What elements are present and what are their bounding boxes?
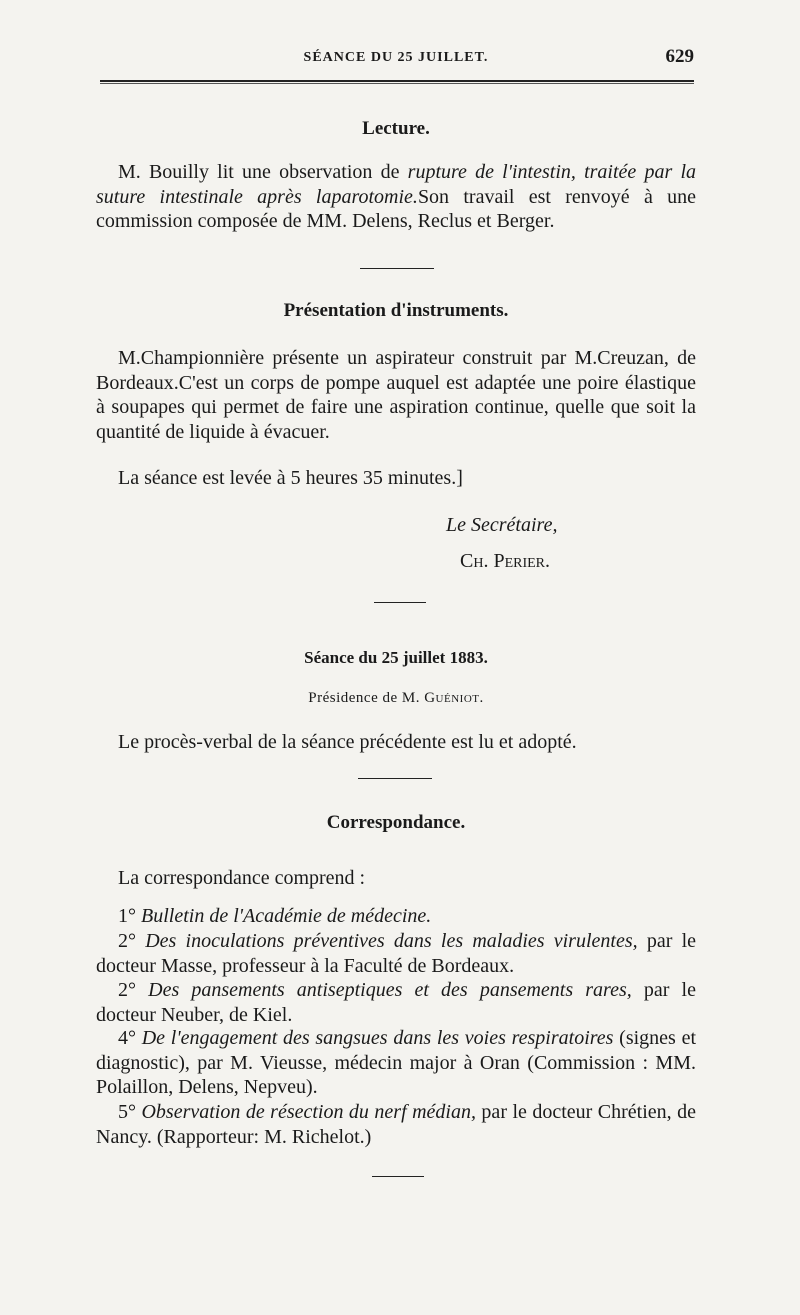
list-item (96, 929, 696, 978)
lecture-text-a: M. Bouilly lit une observation de (118, 161, 408, 183)
page-number: 629 (665, 46, 694, 67)
item-rest: (signes et diagnostic), par M. Vieusse, médecin major à Oran (Commission : MM. Polaillon, Delens, Nepveu). (96, 1027, 697, 1098)
separator-1 (360, 268, 434, 269)
separator-2 (374, 602, 426, 603)
paragraph-proces-verbal: Le procès-verbal de la séance précédente est lu et adopté. (118, 731, 577, 753)
paragraph-lecture (96, 160, 696, 234)
header-rule (100, 80, 694, 84)
signature-role: Le Secrétaire, (446, 514, 558, 536)
item-title: Des inoculations préventives dans les maladies virulentes, (145, 930, 638, 952)
presidence-line (96, 690, 696, 707)
item-title: Observation de résection du nerf médian, (141, 1101, 476, 1123)
item-rest: par le docteur Neuber, de Kiel. (96, 979, 696, 1026)
item-number: 1° (118, 905, 141, 927)
item-title: Bulletin de l'Académie de médecine. (141, 905, 432, 927)
item-number: 2° (118, 979, 149, 1001)
seance-title: Séance du 25 juillet 1883. (304, 648, 488, 667)
item-number: 2° (118, 930, 146, 952)
heading-correspondance: Correspondance. (326, 812, 466, 833)
item-rest: par le docteur Masse, professeur à la Faculté de Bordeaux. (96, 930, 696, 977)
list-item (96, 904, 696, 929)
item-number: 5° (118, 1101, 142, 1123)
president-name: Guéniot. (424, 690, 484, 706)
list-item (96, 978, 696, 1027)
item-title: Des pansements antiseptiques et des pansements rares, (148, 979, 632, 1001)
separator-3 (358, 778, 432, 779)
lecture-text-italic: rupture de l'intestin, traitée par la suture intestinale après laparotomie. (96, 161, 696, 208)
running-head-title: SÉANCE DU 25 JUILLET. (303, 50, 489, 65)
paragraph-seance-levee: La séance est levée à 5 heures 35 minutes.] (118, 467, 463, 489)
item-title: De l'engagement des sangsues dans les voies respiratoires (141, 1027, 614, 1049)
correspondance-intro: La correspondance comprend : (118, 867, 366, 889)
list-item (96, 1100, 696, 1149)
paragraph-instruments: M.Championnière présente un aspirateur construit par M.Creuzan, de Bordeaux.C'est un corps de pompe auquel est adaptée une poire élastique à soupapes qui permet de faire une aspiration continue, quelle que soit la quantité de liquide à évacuer. (96, 347, 696, 443)
separator-4 (372, 1176, 424, 1177)
signature-name: Ch. Perier. (460, 550, 551, 572)
item-rest: par le docteur Chrétien, de Nancy. (Rapporteur: M. Richelot.) (96, 1101, 696, 1148)
presidence-label: Présidence de M. (308, 690, 425, 706)
running-head (96, 44, 696, 74)
lecture-text-b: Son travail est renvoyé à une commission composée de MM. Delens, Reclus et Berger. (96, 185, 696, 232)
list-item (96, 1026, 696, 1100)
heading-lecture: Lecture. (362, 118, 430, 139)
heading-instruments: Présentation d'instruments. (283, 300, 509, 321)
item-number: 4° (118, 1027, 142, 1049)
